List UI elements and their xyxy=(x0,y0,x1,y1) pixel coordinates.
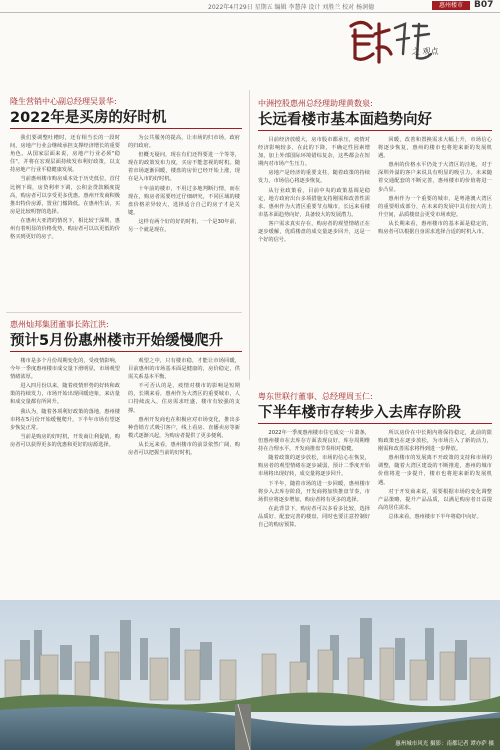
paragraph: 对于开发商来说，需要根据市场的变化调整产品策略，提升产品品质，以满足购房者日益提高的居住需求。 xyxy=(378,488,492,511)
article-headline: 长远看楼市基本面趋势向好 xyxy=(258,112,432,128)
paragraph: 下半年，随着市场的进一步回暖，惠州楼市将步入去库存阶段，开发商将加快推盘节奏，市场供应将逐步增加，购房者将有更多的选择。 xyxy=(258,480,370,503)
article-column xyxy=(258,136,370,376)
logo-caption: 之 观点 xyxy=(412,47,439,56)
paragraph: 目前经济放缓大，房市股市都承压，疫情对经济影响较多，在此的下降，不确定性因素增加，加上外部国际环境错综复杂，这些都会在短期内对市场产生压力。 xyxy=(258,137,370,168)
paragraph: 这样有两个好的好的时机，一个是30年前，另一个就是现在。 xyxy=(128,218,240,234)
paragraph: 惠州楼市的发展离不开政策的支持和市场的调整，随着大湾区建设的不断推进，惠州的城市价值将进一步提升，楼市也将迎来新的发展机遇。 xyxy=(378,455,492,486)
paragraph: 总体来看，惠州楼市下半年将稳中向好。 xyxy=(388,513,482,520)
paragraph: 我认为，随着各项利好政策的落地，惠州楼市将在5月份开始缓慢爬升，下半年市场有望逐步恢复正常。 xyxy=(10,408,120,431)
headline-rule xyxy=(10,128,242,129)
photo-caption: 惠州城市风光 摄影：南都记者 谭亦萨 摄 xyxy=(395,741,494,747)
paragraph: 回暖，改善和置换需求大幅上升，市场信心将逐步恢复，惠州的楼市也将迎来新的发展机遇。 xyxy=(378,137,492,160)
article-kicker: 惠州灿邦集团董事长陈江洪: xyxy=(10,320,109,329)
article-column xyxy=(10,134,120,306)
paragraph: 从行业政策看，目前中央的政策基调是稳定，地方政府出台多项措施支持刚需和改善性需求。惠州作为大湾区重要节点城市，长远来看楼市基本面趋势向好，具备较大的发展潜力。 xyxy=(258,187,370,218)
paragraph: 惠州作为一个重要的城市，是粤港澳大湾区的重要组成部分，在未来的发展中具有较大的上升空间，品质楼盘会更受市场欢迎。 xyxy=(378,195,492,218)
article-kicker: 中洲控股惠州总经理助理黄数泉: xyxy=(258,99,373,108)
article-kicker: 粤东世联行董事、总经理周玉仁: xyxy=(258,392,373,401)
headline-rule xyxy=(10,351,242,352)
headline-rule xyxy=(258,423,492,424)
paragraph: 所以房价在中长期内将保持稳定，此前的限购政策也在逐步放松，为市场注入了新的活力，刚需和改善需求将得到进一步释放。 xyxy=(378,430,492,453)
paragraph: 当前是购房的好时机，开发商让利促销，购房者可以获得更多的优惠和更好的房源选择。 xyxy=(10,433,120,448)
paragraph: 惠州开发商也在积极应对市场变化，推出多种营销方式吸引客户，线上看房、直播卖房等新模式逐渐兴起，为购房者提供了更多便利。 xyxy=(128,416,240,439)
article-headline: 预计5月份惠州楼市开始缓慢爬升 xyxy=(10,333,224,349)
paragraph: 在惠州大亚湾的情况下，相比较于深圳，惠州有着明显的价格优势，购房者可以以更低的价格买到更好的房子。 xyxy=(10,217,120,241)
paragraph: 2022年一季度惠州楼市住宅成交一片萧条，但惠州楼市在去库存方面表现良好，库存周期维持在合理水平，开发商推盘节奏相对稳健。 xyxy=(258,430,370,453)
paragraph: 从长远来看，惠州楼市的前景依然广阔，购房者可以把握当前的好时机。 xyxy=(128,441,240,457)
article-column xyxy=(10,357,120,595)
paragraph: 十年前的楼市，不用过多地判断行情，而在现在，购房者需要经过仔细研究，不同区域的楼盘价格差异较大，选择适合自己的房子才是关键。 xyxy=(128,185,240,216)
section-divider xyxy=(6,312,242,313)
paragraph: 从长期来看，惠州楼市的基本面是稳定的，购房者可以根据自身需求选择合适的时机入市。 xyxy=(378,220,492,236)
article-column xyxy=(378,429,492,595)
article-headline: 2022年是买房的好时机 xyxy=(10,110,167,126)
paragraph: 但概无疑问，现在有们还得要进一个等等，现在的政策发布力度，买房不能忽视的时机。随着市场逐渐回暖，楼盘的房价已经开始上涨，现在是入市的好时机。 xyxy=(128,152,240,183)
article-column xyxy=(128,134,240,306)
paragraph: 观望之中，只有楼市稳，才能让市场回暖，目前惠州的市场基本面是健康的，房价稳定，供需关系基本平衡。 xyxy=(128,358,240,381)
article-column xyxy=(258,429,370,595)
column-divider xyxy=(249,90,250,380)
masthead-rule xyxy=(0,12,500,13)
paragraph: 进入四月份以来，随着疫情形势的好转和政策的持续发力，市场开始出现回暖迹象，来访量和成交量都有所回升。 xyxy=(10,383,120,406)
paragraph: 楼市是多个月份周期变化的，受疫情影响，今年一季度惠州楼市成交量下滑明显，市场观望情绪浓厚。 xyxy=(10,358,120,381)
article-kicker: 隆生营销中心副总经理吴景华: xyxy=(10,97,117,106)
paragraph: 随着政策的逐步放松，市场的信心在恢复，购房者的观望情绪在逐步减弱，预计二季度开始市场将出现好转，成交量将逐步回升。 xyxy=(258,455,370,478)
article-column xyxy=(128,357,240,595)
section-badge: 惠州楼市 xyxy=(432,1,470,10)
paragraph: 我们要调整吐槽时，还有相当长的一段时间，房地产行业会继续承担支撑经济增长的重要角色。从国家层面来说，房地产行业必须"稳住"，并将在宏观层面持续发布利好政策，以支持房地产行业平稳健康发展。 xyxy=(10,135,120,174)
article-column xyxy=(378,136,492,376)
paragraph: 惠州的价格水平仍处于大湾区的洼地，对于深圳外溢的客户来说具有明显的吸引力。未来随着交通配套的不断完善，惠州楼市的价值将进一步凸显。 xyxy=(378,162,492,193)
column-logo xyxy=(345,14,435,74)
city-skyline-photo xyxy=(0,600,500,750)
article-headline: 下半年楼市存转步入去库存阶段 xyxy=(258,405,461,421)
page-number: B07 xyxy=(474,0,494,10)
paragraph: 在此背景下，购房者可以多看多比较，选择品质好、配套完善的楼盘，同时也要注意控制好自己的购房预算。 xyxy=(258,505,370,529)
date-line: 2022年4月29日 星期五 编辑 李慧萍 设计 刘胜兰 校对 杨润德 xyxy=(208,4,375,11)
paragraph: 当前惠州楼市购房成本处于历史低位，首付比例下调，房贷利率下调，公积金贷款额度提高，购房者可以享受更多优惠。惠州开发商积极推出特价房源，置业门槛降低。在惠州生活，买房是比较明智的选择。 xyxy=(10,176,120,215)
paragraph: 客户需求真实存在，购房者的观望情绪正在逐步缓解，优质楼盘的成交量逐步回升，这是一个好的信号。 xyxy=(258,220,370,244)
paragraph: 为公共服务的提高，让市场的归市场，政府的归政府。 xyxy=(128,135,240,150)
masthead-bar xyxy=(0,0,500,11)
headline-rule xyxy=(258,130,492,131)
paragraph: 房地产是经济的重要支柱，随着政策的持续发力，市场信心将逐步恢复。 xyxy=(258,170,370,185)
skyline-illustration xyxy=(0,600,500,750)
paragraph: 不可否认的是，疫情对楼市的影响是短期的，长期来看，惠州作为大湾区的重要城市，人口持续流入，住房需求旺盛，楼市有较强的支撑。 xyxy=(128,383,240,414)
